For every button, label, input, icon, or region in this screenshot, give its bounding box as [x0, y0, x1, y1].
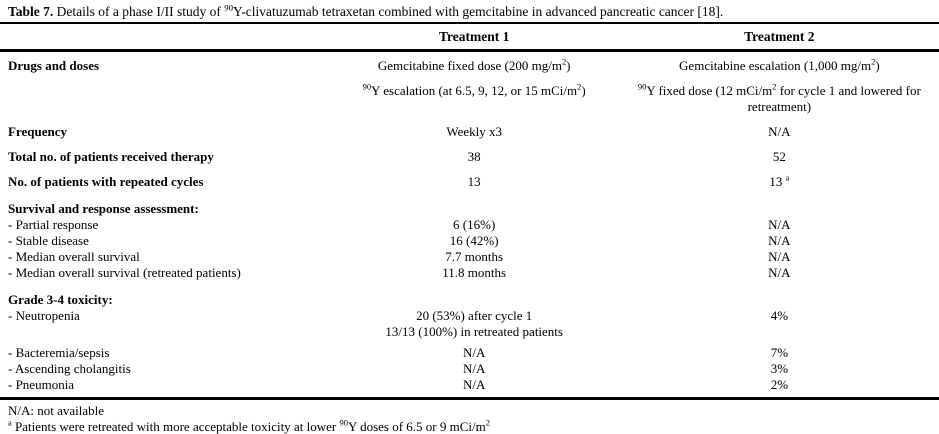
cell-treatment1 — [329, 190, 620, 217]
table-row — [0, 377, 939, 399]
cell-line: N/A — [768, 249, 791, 264]
cell-line: 38 — [467, 149, 481, 164]
column-header-treatment2: Treatment 2 — [620, 24, 939, 51]
cell-line: N/A — [462, 345, 486, 360]
footnote-na-definition: N/A: not available — [8, 403, 105, 418]
column-header-parameter — [0, 24, 329, 51]
table-row — [0, 165, 939, 190]
row-label: No. of patients with repeated cycles — [8, 174, 204, 189]
table-row — [0, 51, 939, 116]
cell-treatment2 — [620, 340, 939, 361]
cell-line: N/A — [768, 124, 791, 139]
row-label: Total no. of patients received therapy — [8, 149, 214, 164]
table-row — [0, 140, 939, 165]
study-table — [0, 24, 939, 400]
cell-treatment2 — [620, 190, 939, 217]
cell-treatment1 — [329, 115, 620, 140]
cell-treatment1 — [329, 281, 620, 308]
cell-line: N/A — [768, 265, 791, 280]
row-label: - Median overall survival — [8, 249, 140, 264]
cell-line: Gemcitabine escalation (1,000 $mg/m^2$) — [679, 56, 880, 73]
row-label: Grade 3-4 toxicity: — [8, 292, 113, 307]
table-row — [0, 281, 939, 308]
table-row — [0, 340, 939, 361]
cell-line: Weekly x3 — [446, 124, 502, 139]
table-row — [0, 190, 939, 217]
cell-line: N/A — [768, 233, 791, 248]
cell-line: 4% — [770, 308, 789, 323]
row-label: - Bacteremia/sepsis — [8, 345, 110, 360]
table-row — [0, 308, 939, 340]
cell-treatment2 — [620, 165, 939, 190]
cell-treatment2 — [620, 51, 939, 116]
row-label: Drugs and doses — [8, 58, 100, 73]
table-caption — [0, 0, 939, 24]
row-label: Survival and response assessment: — [8, 201, 199, 216]
row-label: - Pneumonia — [0, 377, 329, 399]
cell-treatment1 — [329, 308, 620, 340]
cell-line: 11.8 months — [442, 265, 507, 280]
table-caption-number: Table 7. — [8, 4, 54, 19]
cell-treatment1 — [329, 51, 620, 116]
row-label: Frequency — [8, 124, 67, 139]
cell-line: N/A — [462, 361, 486, 376]
cell-treatment2 — [620, 361, 939, 377]
cell-treatment2 — [620, 265, 939, 281]
cell-treatment2 — [620, 249, 939, 265]
row-label: - Stable disease — [8, 233, 89, 248]
table-row — [0, 233, 939, 249]
table-row — [0, 115, 939, 140]
cell-treatment1 — [329, 361, 620, 377]
cell-line: 3% — [770, 361, 789, 376]
cell-line: 52 — [772, 149, 786, 164]
row-label: - Partial response — [8, 217, 99, 232]
table-row — [0, 217, 939, 233]
cell-line: N/A — [768, 217, 791, 232]
row-label: - Ascending cholangitis — [8, 361, 131, 376]
cell-treatment1 — [329, 165, 620, 190]
cell-treatment1 — [329, 140, 620, 165]
table-row — [0, 249, 939, 265]
cell-treatment1 — [329, 377, 620, 399]
cell-treatment2 — [620, 281, 939, 308]
cell-treatment2 — [620, 233, 939, 249]
cell-treatment1 — [329, 233, 620, 249]
cell-line: 7% — [770, 345, 789, 360]
footnote-a: $^a$ Patients were retreated with more acceptable toxicity at lower $^{90}$Y doses of 6.5 or 9 mCi/$m^2$ — [8, 417, 490, 434]
cell-line: $^{90}$Y fixed dose (12 mCi/$m^2$ for cycle 1 and lowered for retreatment) — [637, 81, 921, 114]
cell-line: 13 — [467, 174, 481, 189]
cell-line: 6 (16%) — [453, 217, 496, 232]
cell-line: $^{90}$Y escalation (at 6.5, 9, 12, or 15 mCi/$m^2$) — [362, 81, 586, 98]
cell-treatment1 — [329, 249, 620, 265]
cell-treatment2 — [620, 377, 939, 399]
row-label: - Neutropenia — [8, 308, 80, 323]
table-footnotes — [0, 400, 939, 434]
cell-treatment2 — [620, 308, 939, 340]
header-row — [0, 24, 939, 51]
cell-line: 16 (42%) — [449, 233, 499, 248]
cell-line: 20 (53%) after cycle 1 — [416, 308, 533, 323]
table-row — [0, 361, 939, 377]
row-label: - Median overall survival (retreated patients) — [8, 265, 241, 280]
cell-line: 2% — [770, 377, 789, 392]
cell-treatment1 — [329, 217, 620, 233]
table-caption-text: Details of a phase I/II study of $^{90}$Y-clivatuzumab tetraxetan combined with gemcitabine in advanced pancreatic cancer [18]. — [53, 2, 724, 19]
cell-treatment1 — [329, 265, 620, 281]
cell-line: 7.7 months — [445, 249, 504, 264]
cell-line: 13/13 (100%) in retreated patients — [385, 324, 563, 339]
column-header-treatment1: Treatment 1 — [329, 24, 620, 51]
cell-treatment2 — [620, 217, 939, 233]
cell-treatment2 — [620, 140, 939, 165]
cell-line: 13 $^a$ — [769, 172, 790, 189]
cell-treatment1 — [329, 340, 620, 361]
cell-line: Gemcitabine fixed dose (200 $mg/m^2$) — [377, 56, 571, 73]
table-row — [0, 265, 939, 281]
cell-treatment2 — [620, 115, 939, 140]
cell-line: N/A — [462, 377, 486, 392]
